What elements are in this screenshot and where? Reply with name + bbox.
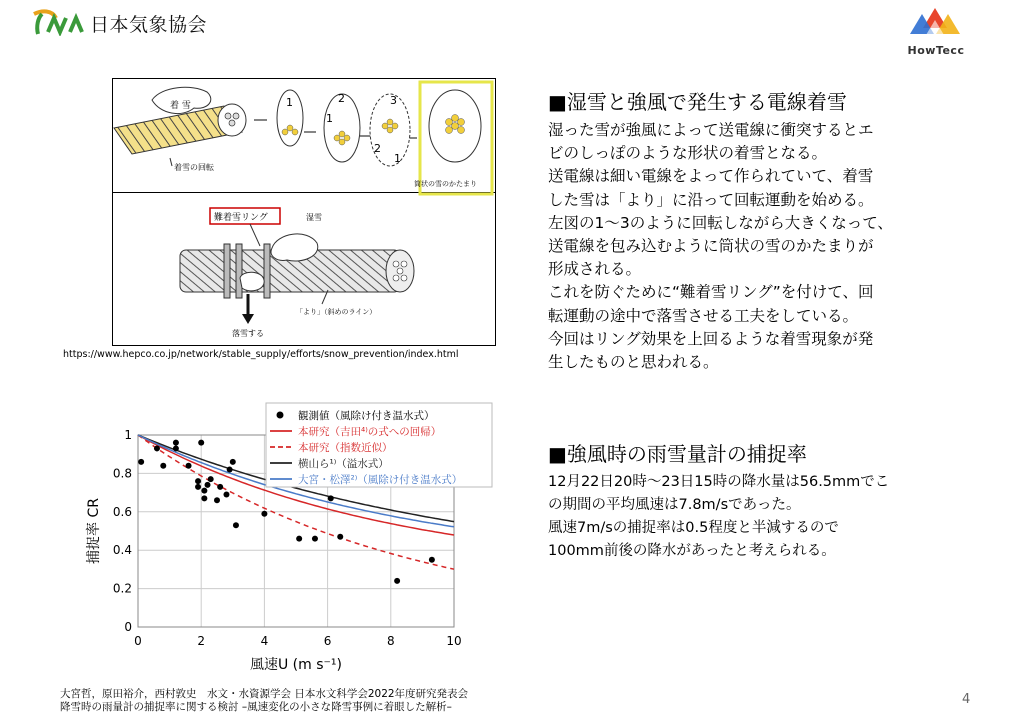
- citation-line-2: 降雪時の雨量計の捕捉率に関する検討 –風速変化の小さな降雪事例に着眼した解析–: [60, 701, 452, 713]
- section1: [548, 86, 988, 374]
- data-point: [195, 478, 201, 484]
- data-point: [138, 459, 144, 465]
- data-point: [230, 459, 236, 465]
- label-yori: 「より」（斜めのライン）: [296, 308, 377, 316]
- y-tick-label: 0.2: [112, 581, 132, 596]
- org-name: 日本気象協会: [90, 14, 208, 36]
- label-cylinder: 筒状の雪のかたまり: [414, 180, 477, 188]
- legend-marker-0: [277, 412, 284, 419]
- x-tick-label: 0: [134, 634, 142, 648]
- y-tick-label: 0.4: [112, 543, 132, 558]
- section1-line: 湿った雪が強風によって送電線に衝突するとエ: [548, 121, 874, 139]
- data-point: [154, 445, 160, 451]
- step-2a: 2: [338, 92, 345, 105]
- x-axis-label: 風速U (m s⁻¹): [249, 657, 343, 673]
- step-2b: 2: [374, 142, 381, 155]
- step-1b: 1: [326, 112, 333, 125]
- legend-label-1: 本研究（吉田⁴⁾の式への回帰）: [298, 426, 442, 438]
- section1-line: 形成される。: [548, 260, 642, 279]
- legend-label-0: 観測値（風除け付き温水式）: [298, 410, 435, 422]
- section2-line: の期間の平均風速は7.8m/sであった。: [548, 497, 801, 513]
- howtecc-logo: [900, 6, 970, 64]
- howtecc-logo-mark-icon: [900, 6, 970, 44]
- jwa-logo-mark-icon: [30, 8, 90, 36]
- data-point: [328, 495, 334, 501]
- section1-line: 転運動の途中で落雪させる工夫をしている。: [548, 306, 859, 325]
- legend-label-3: 横山ら¹⁾（溢水式）: [298, 458, 389, 470]
- section1-line: 左図の1～3のように回転しながら大きくなって、: [548, 213, 893, 232]
- y-tick-label: 0.6: [112, 504, 132, 519]
- catch-ratio-chart: [80, 395, 510, 685]
- section2-line: 12月22日20時～23日15時の降水量は56.5mmでこ: [548, 474, 890, 490]
- data-point: [429, 557, 435, 563]
- section1-line: 生したものと思われる。: [548, 353, 719, 372]
- x-tick-label: 10: [446, 634, 462, 648]
- label-ring: 難着雪リング: [214, 213, 268, 223]
- section2: [548, 438, 988, 563]
- data-point: [217, 484, 223, 490]
- page-number: 4: [962, 692, 971, 707]
- data-point: [198, 440, 204, 446]
- section2-body: [548, 471, 988, 563]
- y-tick-label: 1: [124, 428, 132, 442]
- x-tick-label: 8: [386, 634, 395, 648]
- section1-line: ビのしっぽのような形状の着雪となる。: [548, 144, 828, 163]
- y-tick-label: 0.8: [112, 466, 132, 481]
- section1-line: 今回はリング効果を上回るような着雪現象が発: [548, 329, 874, 348]
- data-point: [261, 511, 267, 517]
- footer-citation: [60, 688, 468, 714]
- figure-source-url: https://www.hepco.co.jp/network/stable_supply/efforts/snow_prevention/index.html: [63, 349, 459, 360]
- legend-label-4: 大宮・松澤²⁾（風除け付き温水式）: [298, 474, 463, 486]
- data-point: [205, 482, 211, 488]
- label-fall: 落雪する: [232, 329, 264, 338]
- step-1a: 1: [286, 96, 293, 109]
- data-point: [173, 445, 179, 451]
- step-3: 3: [390, 94, 397, 107]
- y-tick-label: 0: [124, 620, 132, 634]
- jwa-logo: [30, 8, 208, 38]
- x-tick-label: 6: [323, 634, 332, 648]
- data-point: [223, 492, 229, 498]
- section1-line: これを防ぐために“難着雪リング”を付けて、回: [548, 283, 874, 302]
- data-point: [201, 495, 207, 501]
- data-point: [186, 463, 192, 469]
- data-point: [195, 484, 201, 490]
- data-point: [394, 578, 400, 584]
- label-wetsnow: 湿雪: [306, 213, 322, 222]
- legend-label-2: 本研究（指数近似）: [298, 442, 393, 454]
- catch-ratio-chart-svg: [80, 395, 510, 685]
- data-point: [296, 536, 302, 542]
- y-axis-label: 捕捉率 CR: [86, 498, 102, 564]
- partner-name: HowTecc: [907, 44, 965, 57]
- section1-body: [548, 119, 988, 374]
- x-tick-label: 4: [260, 634, 269, 648]
- data-point: [227, 467, 233, 473]
- data-point: [173, 440, 179, 446]
- citation-line-1: 大宮哲，原田裕介，西村敦史 水文・水資源学会 日本水文科学会2022年度研究発表会: [60, 688, 469, 700]
- section1-line: した雪は「より」に沿って回転運動を始める。: [548, 190, 874, 209]
- data-point: [201, 488, 207, 494]
- label-rotation: 着雪の回転: [174, 163, 214, 172]
- section2-title: ■強風時の雨雪量計の捕捉率: [548, 442, 807, 466]
- x-tick-label: 2: [197, 634, 206, 648]
- data-point: [233, 522, 239, 528]
- step-1c: 1: [394, 152, 401, 165]
- section1-title: ■湿雪と強風で発生する電線着雪: [548, 90, 847, 114]
- section2-line: 風速7m/sの捕捉率は0.5程度と半減するので: [548, 520, 839, 536]
- data-point: [337, 534, 343, 540]
- data-point: [160, 463, 166, 469]
- data-point: [214, 497, 220, 503]
- snow-accretion-illustration: [112, 78, 496, 346]
- section1-line: 送電線を包み込むように筒状の雪のかたまりが: [548, 237, 874, 256]
- data-point: [208, 476, 214, 482]
- section2-line: 100mm前後の降水があったと考えられる。: [548, 543, 836, 559]
- section1-line: 送電線は細い電線をよって作られていて、着雪: [548, 167, 874, 186]
- label-chakusetsu: 着 雪: [170, 101, 191, 111]
- data-point: [312, 536, 318, 542]
